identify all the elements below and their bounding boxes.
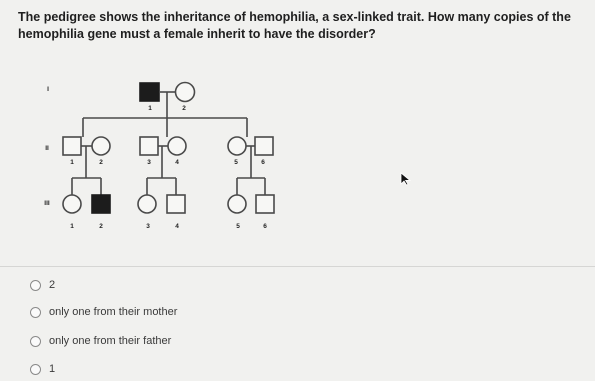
radio-button[interactable]: [30, 307, 41, 318]
gen1-male-affected: [140, 83, 159, 101]
gen3-male-2-affected: [92, 195, 110, 213]
answer-label: only one from their mother: [49, 306, 178, 318]
gen-label-I: I: [47, 86, 49, 93]
gen3-male-4: [167, 195, 185, 213]
answer-label: 1: [49, 363, 56, 375]
gen2-male-1: [63, 137, 81, 155]
gen-label-II: II: [45, 145, 49, 152]
gen2-number-6: 6: [261, 159, 265, 166]
answer-label: only one from their father: [49, 335, 172, 347]
gen2-male-6: [255, 137, 273, 155]
gen3-male-6: [256, 195, 274, 213]
gen3-number-2: 2: [99, 223, 103, 230]
gen3-number-3: 3: [146, 223, 150, 230]
gen3-number-5: 5: [236, 223, 240, 230]
answer-option-only-mother[interactable]: [30, 304, 177, 320]
gen3-number-1: 1: [70, 223, 74, 230]
radio-button[interactable]: [30, 280, 41, 291]
gen3-female-1: [63, 195, 81, 213]
gen1-number-1: 1: [148, 105, 152, 112]
gen3-female-3: [138, 195, 156, 213]
gen2-male-3: [140, 137, 158, 155]
answer-option-only-father[interactable]: [30, 333, 171, 349]
gen-label-III: III: [44, 200, 50, 207]
gen2-number-3: 3: [147, 159, 151, 166]
radio-button[interactable]: [30, 336, 41, 347]
gen1-number-2: 2: [182, 105, 186, 112]
question-text: The pedigree shows the inheritance of hemophilia, a sex-linked trait. How many copies of the hemophilia gene must a female inherit to have the disorder?: [18, 10, 571, 41]
gen2-female-5: [228, 137, 246, 155]
gen1-female: [176, 83, 195, 102]
answer-option-2[interactable]: [30, 277, 55, 293]
gen2-number-4: 4: [175, 159, 179, 166]
gen3-female-5: [228, 195, 246, 213]
answer-label: 2: [49, 279, 56, 291]
gen2-female-4: [168, 137, 186, 155]
divider: [0, 266, 595, 267]
gen3-number-6: 6: [263, 223, 267, 230]
radio-button[interactable]: [30, 364, 41, 375]
gen2-number-2: 2: [99, 159, 103, 166]
gen2-number-1: 1: [70, 159, 74, 166]
gen2-number-5: 5: [234, 159, 238, 166]
answer-option-1[interactable]: [30, 361, 55, 377]
gen3-number-4: 4: [175, 223, 179, 230]
gen2-female-2: [92, 137, 110, 155]
mouse-cursor-icon: [400, 172, 412, 186]
